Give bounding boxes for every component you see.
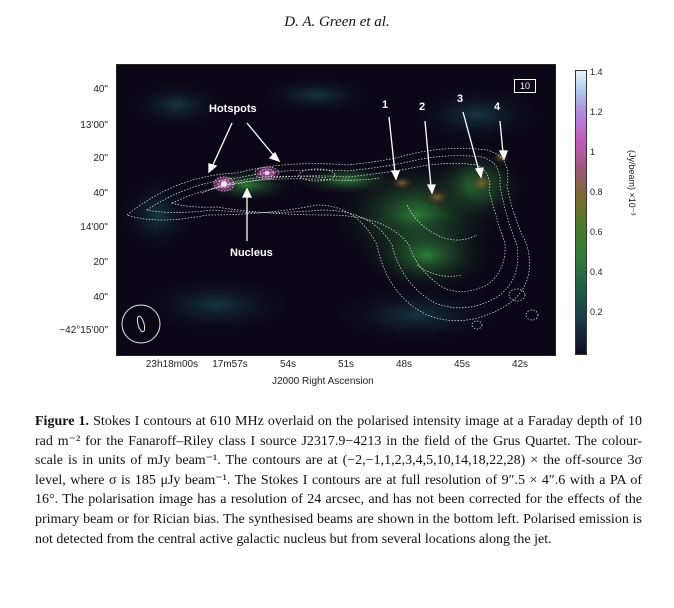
running-head: D. A. Green et al.: [284, 14, 390, 30]
colorbar-tick: 1.4: [590, 67, 603, 77]
caption-label: Figure 1.: [35, 414, 90, 429]
dec-tick: 40": [93, 84, 108, 95]
colorbar-tick: 0.2: [590, 307, 603, 317]
figure-caption: [35, 412, 642, 549]
jet-spot-3-label: 3: [457, 93, 464, 105]
polarisation-image: [116, 64, 556, 356]
ra-tick: 48s: [395, 359, 413, 370]
colorbar-tick: 0.6: [590, 227, 603, 237]
ra-tick: 23h18m00s: [145, 359, 199, 370]
caption-text: Stokes I contours at 610 MHz overlaid on the polarised intensity image at a Faraday depth of 10 rad m⁻² for the Fanaroff–Riley class I source J2317.9−4213 in the field of the Grus Quartet. The colour-scale is in units of mJy beam⁻¹. The contours are at (−2,−1,1,2,3,4,5,10,14,18,22,28) × the off-source 3σ level, where σ is 185 μJy beam⁻¹. The Stokes I contours are at full resolution of 9″.5 × 4″.6 with a PA of 16°. The polarisation image has a resolution of 24 arcsec, and has not been corrected for the effects of the primary beam or for Rician bias. The synthesised beams are shown in the bottom left. Polarised emission is not detected from the central active galactic nucleus but from several locations along the jet.: [35, 414, 643, 547]
colorbar-tick: 0.4: [590, 267, 603, 277]
ra-tick: 45s: [453, 359, 471, 370]
panel-number: 10: [514, 79, 536, 93]
hotspots-label: Hotspots: [209, 103, 257, 115]
nucleus-label: Nucleus: [230, 247, 273, 259]
ra-tick: 17m57s: [212, 359, 248, 370]
dec-tick: 14'00": [80, 222, 108, 233]
x-axis-title: J2000 Right Ascension: [272, 376, 374, 387]
colorbar-tick: 0.8: [590, 187, 603, 197]
ra-tick: 54s: [279, 359, 297, 370]
dec-tick: 20": [93, 153, 108, 164]
ra-tick: 51s: [337, 359, 355, 370]
radio-map: [117, 65, 555, 355]
dec-tick: 20": [93, 257, 108, 268]
dec-tick: 40": [93, 188, 108, 199]
colorbar-tick: 1.2: [590, 107, 603, 117]
colour-scale-bar: [575, 70, 587, 355]
jet-spot-2-label: 2: [419, 101, 426, 113]
jet-spot-4-label: 4: [494, 101, 501, 113]
colorbar-tick: 1: [590, 147, 596, 157]
figure-panel: [116, 64, 554, 354]
dec-tick: 13'00": [80, 120, 108, 131]
dec-tick: 40": [93, 292, 108, 303]
jet-spot-1-label: 1: [382, 99, 389, 111]
ra-tick: 42s: [511, 359, 529, 370]
dec-tick: −42°15'00": [59, 325, 108, 336]
colorbar-title: (Jy/beam) ×10⁻³: [627, 150, 637, 216]
